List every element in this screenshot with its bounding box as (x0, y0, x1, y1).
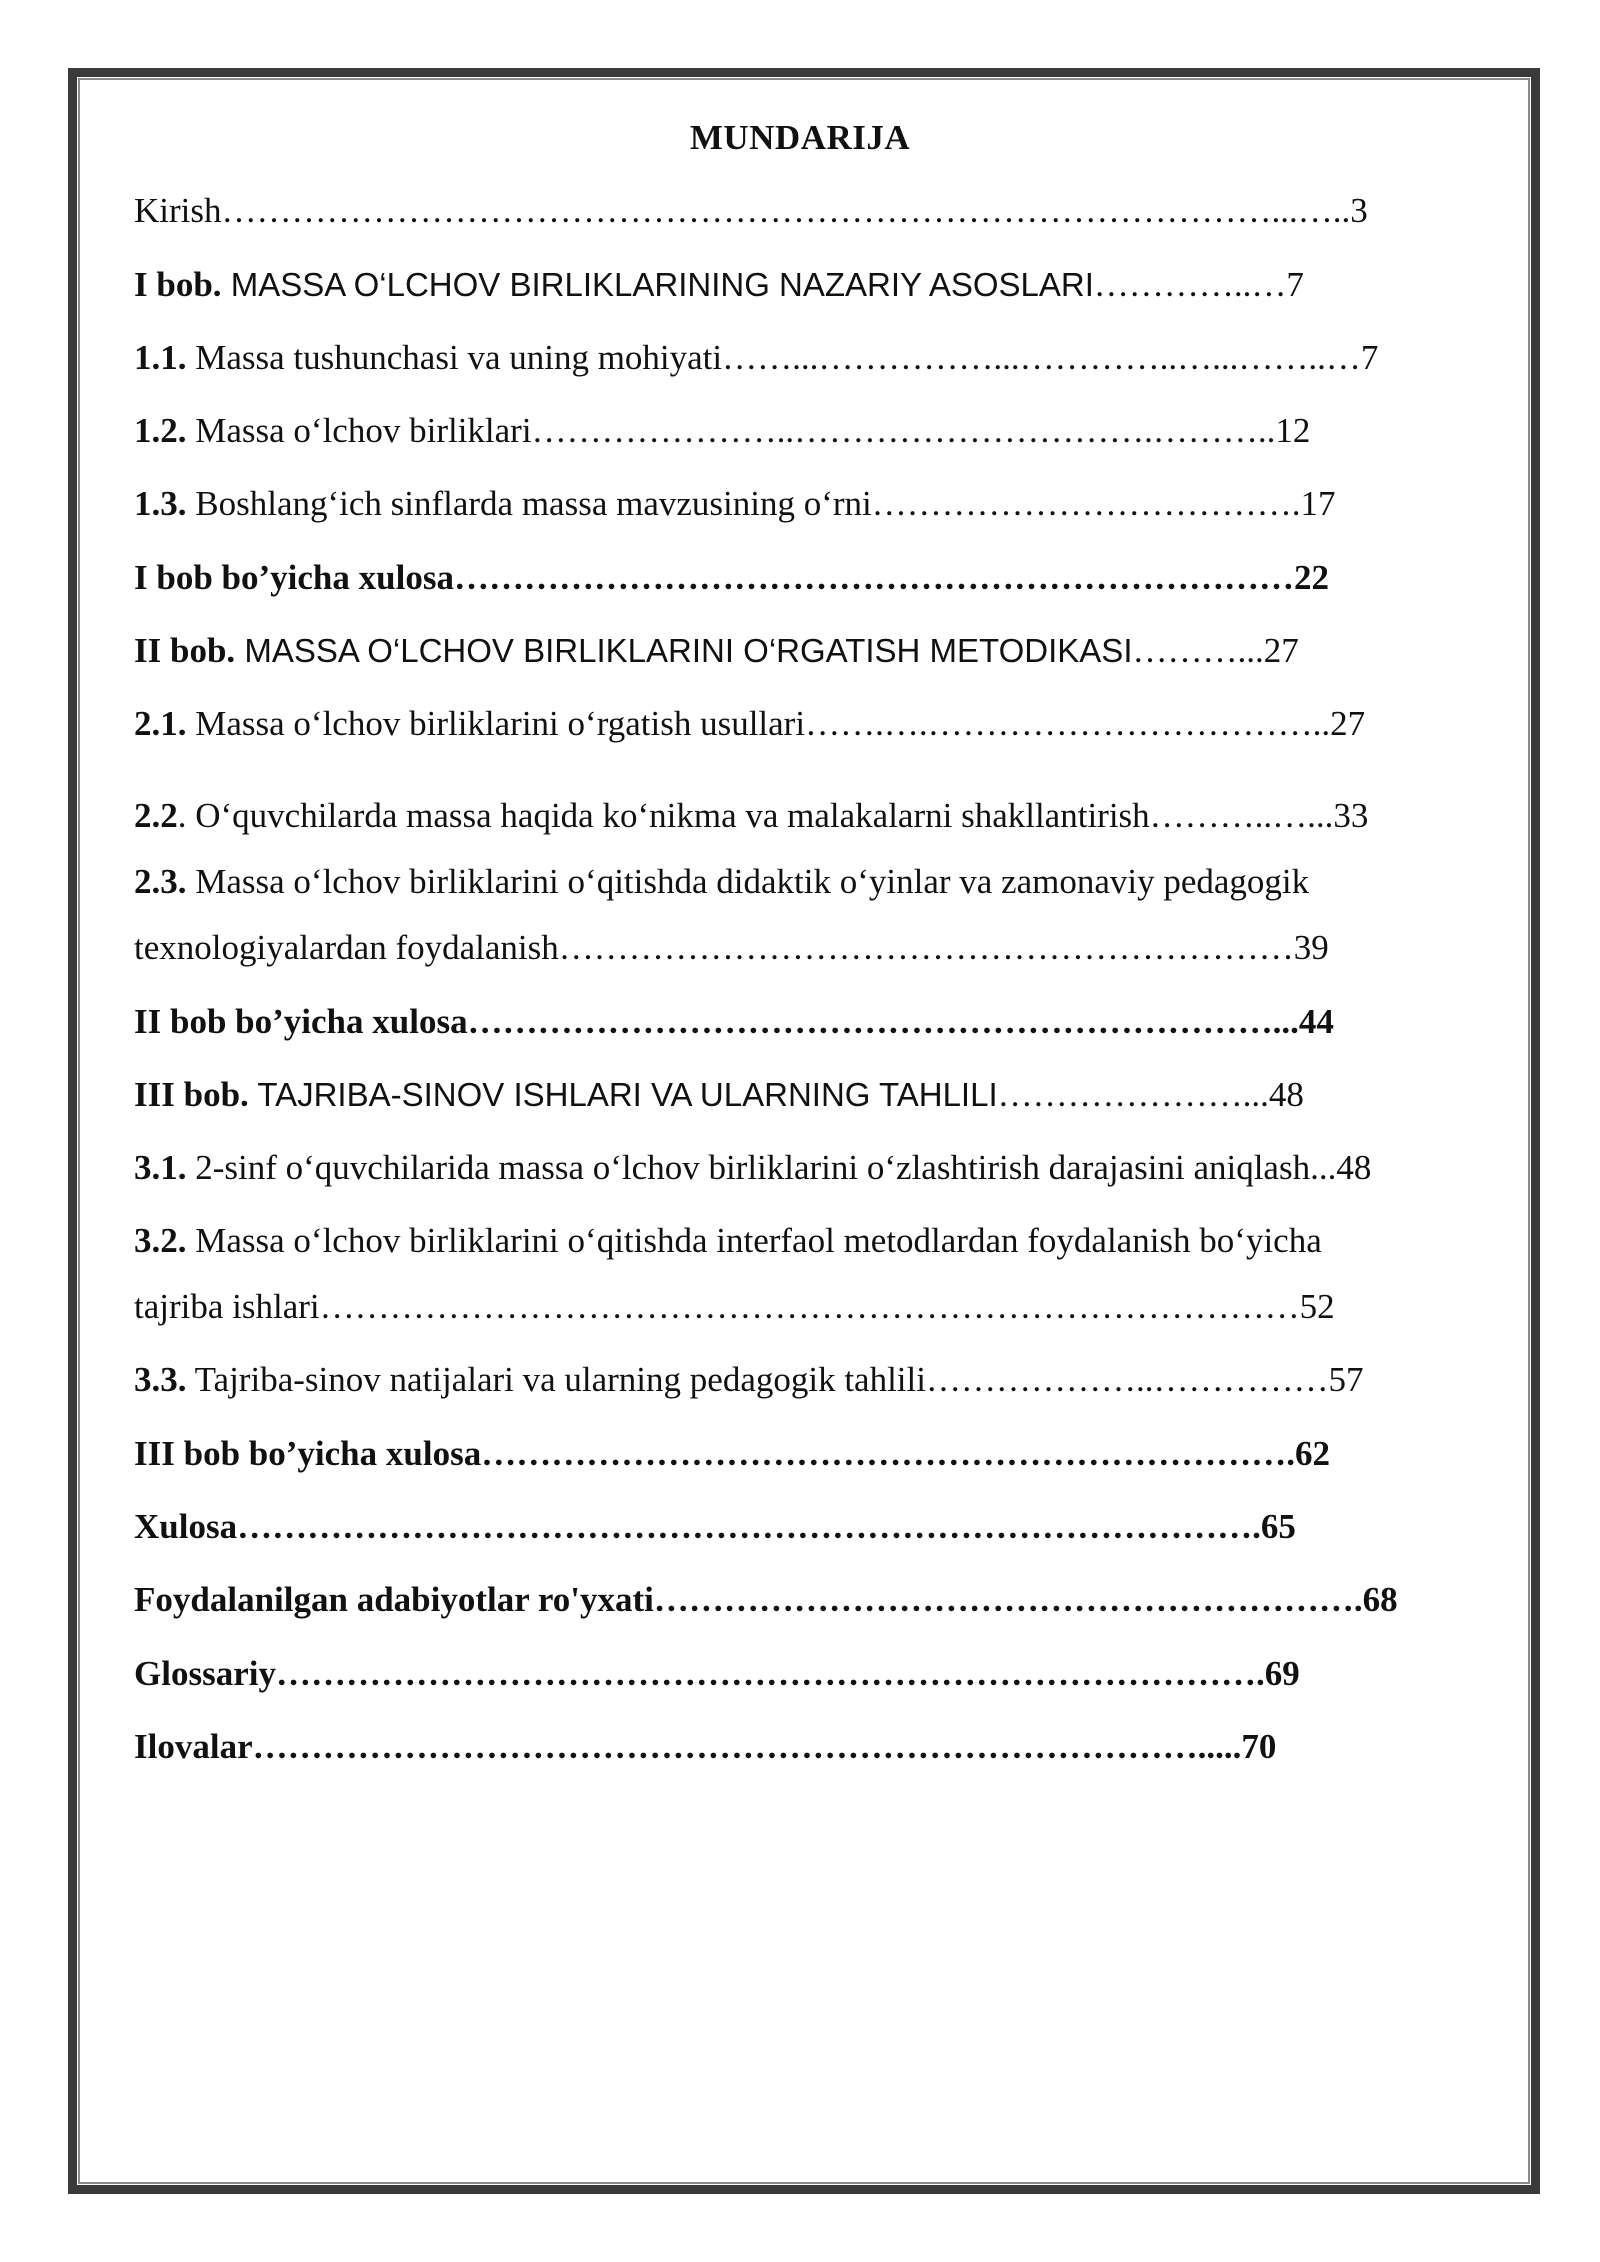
toc-entry-title: Massa o‘lchov birliklarini o‘rgatish usullari (186, 704, 806, 743)
toc-entry-title: texnologiyalardan foydalanish (134, 928, 559, 967)
toc-entry-number: 3.3. (134, 1360, 187, 1399)
toc-entry-page: 7 (1360, 338, 1379, 377)
toc-entry-leader: ……...……………...…………..…...……..… (722, 338, 1361, 377)
toc-entry-chapter-2[interactable] (134, 627, 1299, 675)
toc-entry-page: 3 (1350, 191, 1368, 230)
toc-entry-page: 44 (1298, 1002, 1334, 1041)
toc-entry-page: 12 (1275, 411, 1311, 450)
toc-entry-title: Foydalanilgan adabiyotlar ro'yxati (134, 1580, 654, 1619)
toc-entry-leader: ………... (1132, 631, 1264, 670)
toc-entry-section-2-3[interactable] (134, 858, 1309, 906)
toc-entry-number: II bob. (134, 631, 236, 670)
toc-entry-title: Glossariy (134, 1654, 276, 1693)
toc-entry-chapter-1[interactable] (134, 261, 1304, 309)
toc-entry-page: 27 (1330, 704, 1366, 743)
toc-entry-appendices[interactable] (134, 1723, 1276, 1771)
toc-entry-section-3-2[interactable] (134, 1217, 1322, 1265)
toc-entry-page: 33 (1333, 796, 1369, 835)
toc-entry-section-3-1[interactable] (134, 1144, 1371, 1192)
toc-entry-leader: ……………………………………………………… (558, 928, 1294, 967)
toc-entry-number: 1.2. (134, 411, 187, 450)
toc-entry-page: 52 (1299, 1287, 1335, 1326)
toc-entry-title: Tajriba-sinov natijalari va ularning pedagogik tahlili (186, 1360, 926, 1399)
toc-entry-number: 3.1. (134, 1148, 187, 1187)
toc-entry-title: Kirish (134, 191, 222, 230)
toc-entry-leader: ………………………………………………………………………..... (252, 1727, 1242, 1766)
toc-entry-title: II bob bo’yicha xulosa (134, 1002, 468, 1041)
toc-entry-leader: ……………………………………………………………… (453, 558, 1294, 597)
toc-entry-section-1-3[interactable] (134, 480, 1336, 528)
toc-entry-leader: ………………………………………………………………………… (319, 1287, 1300, 1326)
toc-entry-leader: ………..…... (1149, 796, 1334, 835)
toc-entry-title: tajriba ishlari (134, 1287, 320, 1326)
toc-entry-section-3-3[interactable] (134, 1356, 1363, 1404)
toc-entry-leader: …………………... (997, 1075, 1269, 1114)
toc-entry-leader: ……………………………………………………. (653, 1580, 1363, 1619)
toc-entry-number: I bob. (134, 265, 222, 304)
toc-entry-title: Massa tushunchasi va uning mohiyati (186, 338, 723, 377)
page-border-inner (78, 78, 1530, 2184)
toc-entry-kirish[interactable] (134, 187, 1368, 235)
toc-entry-number: 2.1. (134, 704, 187, 743)
toc-entry-section-1-2[interactable] (134, 407, 1310, 455)
toc-entry-references[interactable] (134, 1576, 1398, 1624)
toc-entry-chapter-2-summary[interactable] (134, 998, 1334, 1046)
toc-entry-section-2-3-continued[interactable] (134, 924, 1329, 972)
toc-entry-title: I bob bo’yicha xulosa (134, 558, 454, 597)
toc-entry-number: 2.3. (134, 862, 187, 901)
toc-entry-chapter-3-summary[interactable] (134, 1430, 1330, 1478)
toc-entry-title: Boshlang‘ich sinflarda massa mavzusining o‘rni (186, 484, 872, 523)
toc-entry-leader: ……………………………………………………………. (481, 1434, 1295, 1473)
toc-entry-page: 70 (1241, 1727, 1277, 1766)
toc-entry-section-2-1[interactable] (134, 700, 1365, 748)
toc-entry-section-1-1[interactable] (134, 334, 1378, 382)
toc-entry-conclusion[interactable] (134, 1503, 1296, 1551)
toc-entry-leader: ………………………………. (871, 484, 1301, 523)
toc-entry-title: 2-sinf o‘quvchilarida massa o‘lchov birliklarini o‘zlashtirish darajasini aniqlash... (186, 1148, 1337, 1187)
toc-entry-page: 7 (1286, 265, 1304, 304)
toc-entry-chapter-1-summary[interactable] (134, 554, 1329, 602)
toc-entry-page: 65 (1260, 1507, 1296, 1546)
toc-entry-leader: ………………..…………… (925, 1360, 1329, 1399)
toc-entry-page: 57 (1328, 1360, 1364, 1399)
toc-entry-page: 68 (1362, 1580, 1398, 1619)
toc-entry-leader: ……………………………………………………………………………. (237, 1507, 1261, 1546)
toc-entry-number: 2.2 (134, 796, 178, 835)
toc-entry-number: 1.1. (134, 338, 187, 377)
toc-entry-section-2-2[interactable] (134, 792, 1368, 840)
toc-entry-chapter-3[interactable] (134, 1071, 1304, 1119)
toc-entry-page: 22 (1293, 558, 1329, 597)
toc-entry-number: 1.3. (134, 484, 187, 523)
toc-entry-page: 62 (1294, 1434, 1330, 1473)
toc-entry-page: 39 (1293, 928, 1329, 967)
toc-entry-title: Massa o‘lchov birliklari (186, 411, 532, 450)
toc-entry-page: 48 (1336, 1148, 1372, 1187)
toc-entry-page: 27 (1263, 631, 1299, 670)
toc-entry-glossary[interactable] (134, 1650, 1300, 1698)
toc-entry-leader: ……………………………………………………………... (467, 1002, 1299, 1041)
toc-entry-title: MASSA O‘LCHOV BIRLIKLARINI O‘RGATISH METODIKASI (235, 632, 1133, 669)
toc-entry-title: . O‘quvchilarda massa haqida ko‘nikma va malakalarni shakllantirish (177, 796, 1150, 835)
toc-entry-title: Ilovalar (134, 1727, 253, 1766)
toc-entry-title: Xulosa (134, 1507, 238, 1546)
toc-entry-title: Massa o‘lchov birliklarini o‘qitishda didaktik o‘yinlar va zamonaviy pedagogik (186, 862, 1310, 901)
toc-entry-title: III bob bo’yicha xulosa (134, 1434, 482, 1473)
toc-entry-title: MASSA O‘LCHOV BIRLIKLARINING NAZARIY ASOSLARI (221, 266, 1094, 303)
toc-entry-leader: …….….…………………………….. (805, 704, 1331, 743)
toc-entry-leader: …………..… (1093, 265, 1287, 304)
toc-entry-title: TAJRIBA-SINOV ISHLARI VA ULARNING TAHLILI (248, 1076, 998, 1113)
toc-entry-page: 48 (1268, 1075, 1304, 1114)
toc-entry-leader: …………………………………………………………………………. (275, 1654, 1265, 1693)
toc-entry-leader: ………………………………………………………………………………...….. (221, 191, 1351, 230)
toc-heading: MUNDARIJA (689, 118, 911, 157)
toc-entry-page: 69 (1264, 1654, 1300, 1693)
toc-entry-number: III bob. (134, 1075, 249, 1114)
toc-entry-leader: …………………..………………………….……….. (531, 411, 1276, 450)
toc-entry-page: 17 (1300, 484, 1336, 523)
toc-entry-title: Massa o‘lchov birliklarini o‘qitishda interfaol metodlardan foydalanish bo‘yicha (186, 1221, 1322, 1260)
toc-entry-section-3-2-continued[interactable] (134, 1283, 1335, 1331)
toc-entry-number: 3.2. (134, 1221, 187, 1260)
